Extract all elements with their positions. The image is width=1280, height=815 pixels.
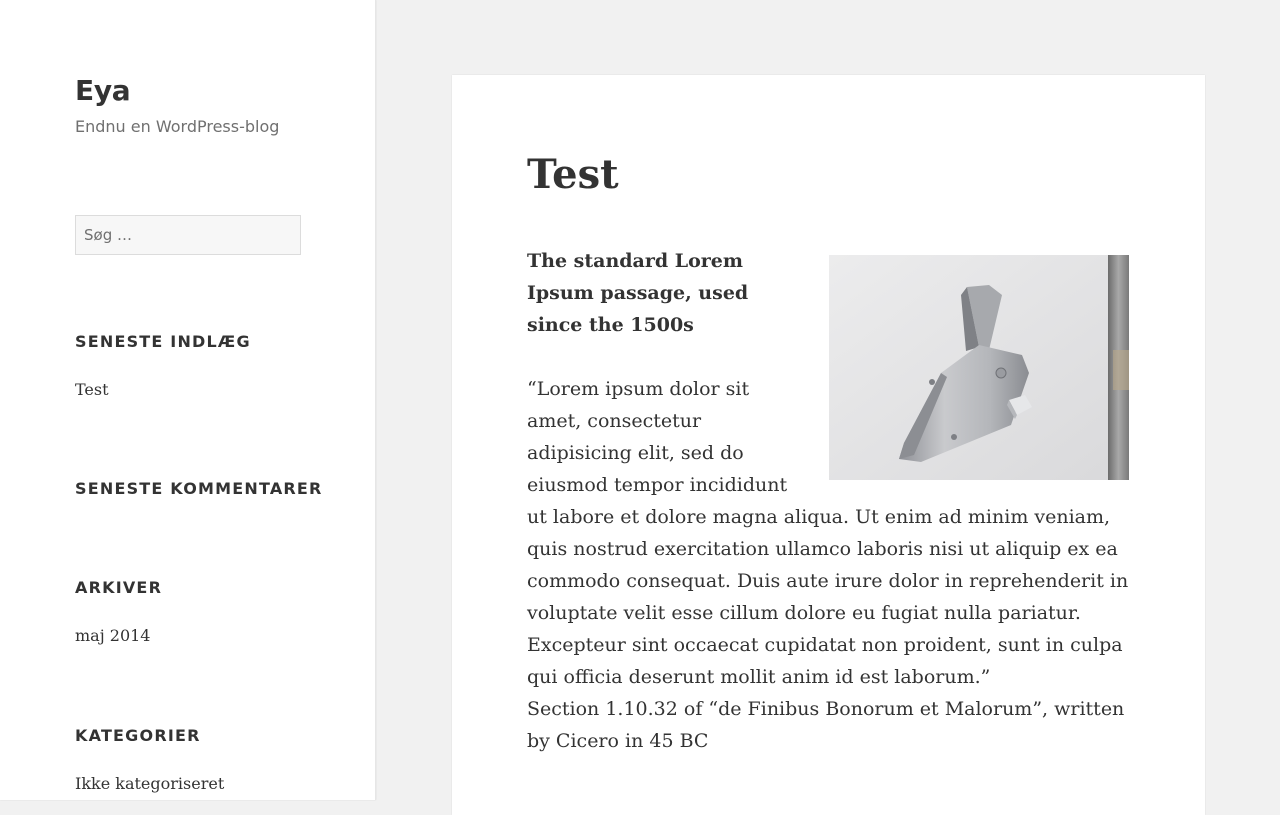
widget-title-categories: KATEGORIER — [75, 726, 201, 745]
site-title[interactable]: Eya — [75, 74, 131, 107]
widget-title-recent-comments: SENESTE KOMMENTARER — [75, 479, 323, 498]
widget-title-archives: ARKIVER — [75, 578, 163, 597]
post-image — [829, 255, 1129, 480]
archive-link[interactable]: maj 2014 — [75, 626, 151, 645]
post-title: Test — [527, 151, 619, 198]
site-description: Endnu en WordPress-blog — [75, 117, 280, 136]
post-lead: The standard Lorem Ipsum passage, used since the 1500s — [527, 250, 749, 336]
post-section: Section 1.10.32 of “de Finibus Bonorum et Malorum”, written by Cicero in 45 BC — [527, 698, 1125, 752]
door-handle-photo — [829, 255, 1129, 480]
post-content — [527, 245, 1129, 757]
post-article — [452, 75, 1205, 815]
category-link[interactable]: Ikke kategoriseret — [75, 774, 225, 793]
post-body: “Lorem ipsum dolor sit amet, consectetur adipisicing elit, sed do eiusmod tempor incididunt ut labore et dolore magna aliqua. Ut enim ad minim veniam, quis nostrud exercitation ullamco laboris nisi ut aliquip ex ea commodo consequat. Duis aute irure dolor in reprehenderit in voluptate velit esse cillum dolore eu fugiat nulla pariatur. Excepteur sint occaecat cupidatat non proident, sunt in culpa qui officia deserunt mollit anim id est laborum.” — [527, 378, 1129, 688]
search-input[interactable] — [75, 215, 301, 255]
widget-title-recent-posts: SENESTE INDLÆG — [75, 332, 251, 351]
sidebar — [0, 0, 376, 800]
recent-post-link[interactable]: Test — [75, 380, 109, 399]
